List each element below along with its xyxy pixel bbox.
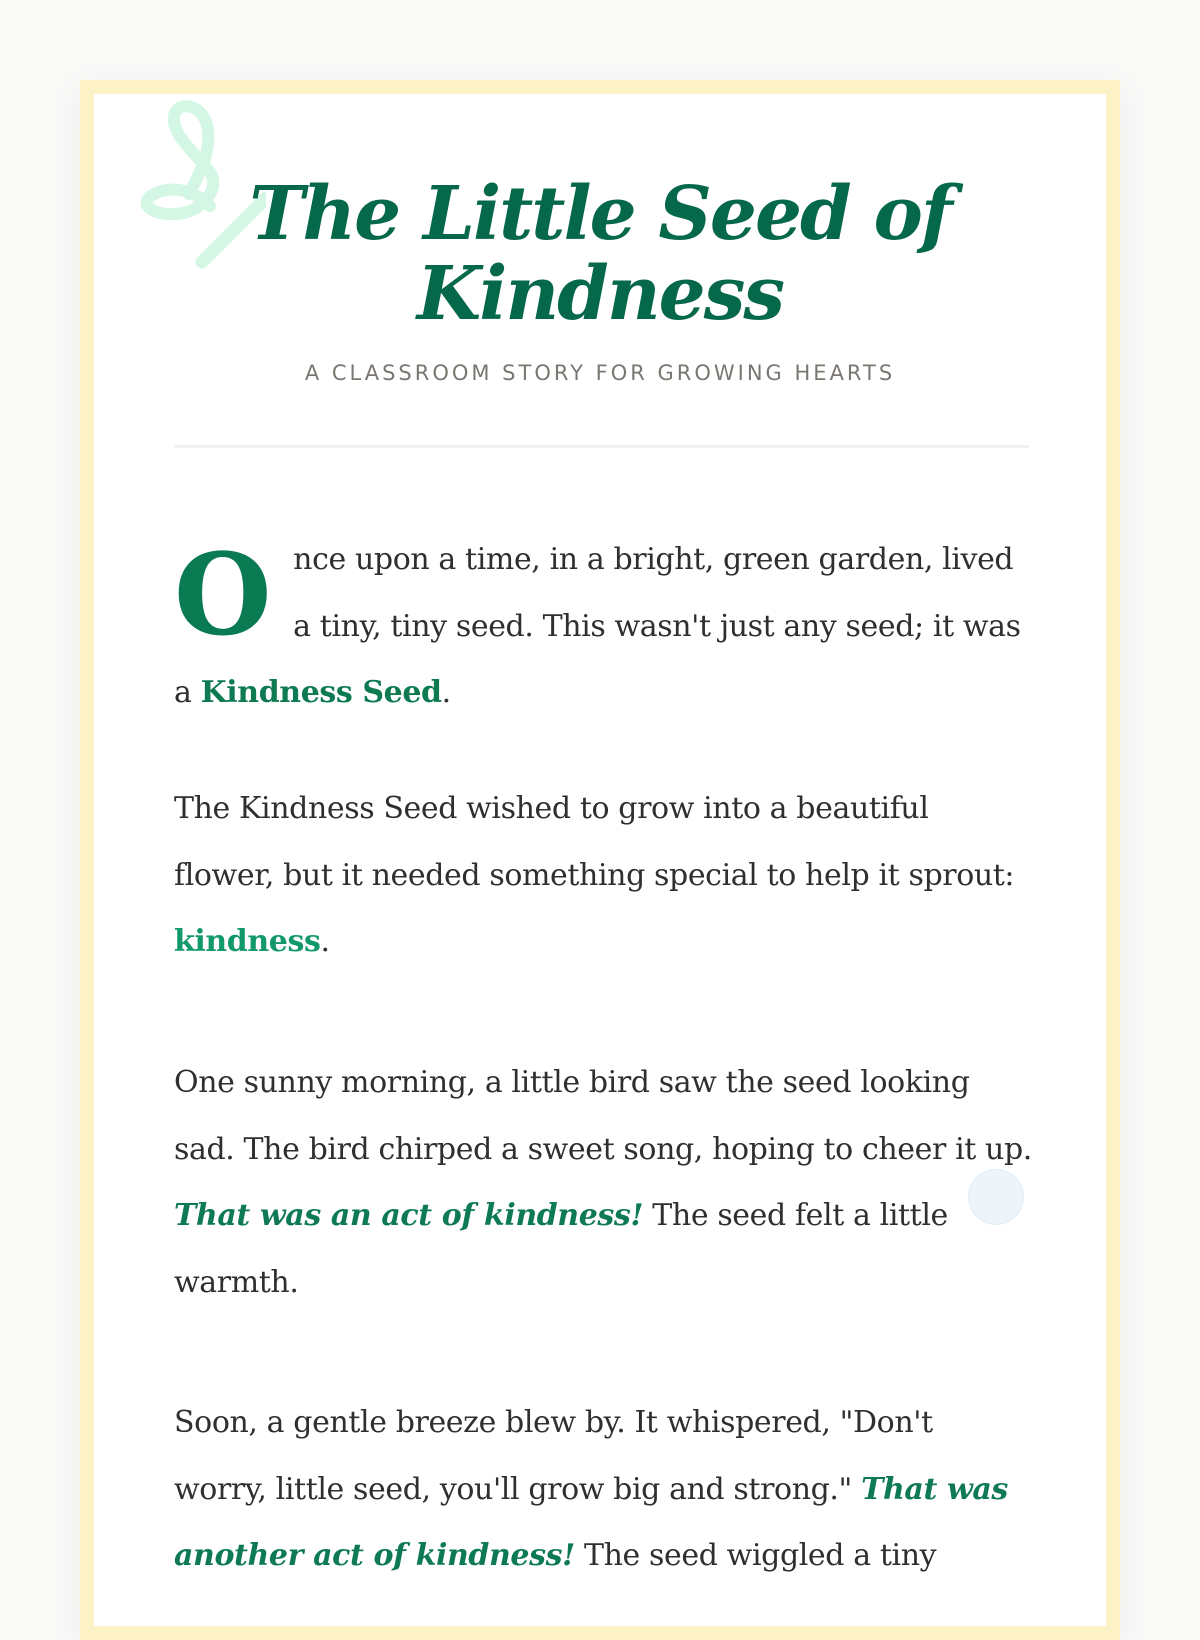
paragraph-text: One sunny morning, a little bird saw the seed looking sad. The bird chirped a sweet song, hoping to cheer it up. xyxy=(174,1065,1032,1167)
story-paragraph-1 xyxy=(174,527,1034,727)
paragraph-text: nce upon a time, in a bright, green garden, lived a tiny, tiny seed. This wasn't just any seed; it was a xyxy=(174,542,1021,710)
paragraph-text-end: The seed wiggled a tiny xyxy=(574,1538,937,1573)
divider xyxy=(174,445,1029,448)
story-paragraph-4 xyxy=(174,1390,1034,1590)
highlight-act-of-kindness: That was an act of kindness! xyxy=(174,1198,644,1233)
highlight-another-act-of-kindness: That was another act of kindness! xyxy=(174,1471,1008,1573)
story-title: The Little Seed of Kindness xyxy=(249,171,951,337)
story-subtitle: A CLASSROOM STORY FOR GROWING HEARTS xyxy=(304,361,896,385)
paragraph-text-end: . xyxy=(320,924,330,959)
highlight-kindness-seed: Kindness Seed xyxy=(200,675,442,710)
paragraph-text-end: . xyxy=(441,675,451,710)
paragraph-text: The Kindness Seed wished to grow into a beautiful flower, but it needed something special to help it sprout: xyxy=(174,791,1015,893)
story-paragraph-3 xyxy=(174,1050,1034,1316)
paragraph-text-end: The seed felt a little warmth. xyxy=(174,1198,948,1300)
drop-cap: O xyxy=(174,530,272,661)
highlight-kindness: kindness xyxy=(174,924,321,959)
story-card xyxy=(80,80,1120,1640)
story-paragraph-2 xyxy=(174,776,1034,976)
paragraph-text: Soon, a gentle breeze blew by. It whispered, "Don't worry, little seed, you'll grow big and strong." xyxy=(174,1405,933,1507)
